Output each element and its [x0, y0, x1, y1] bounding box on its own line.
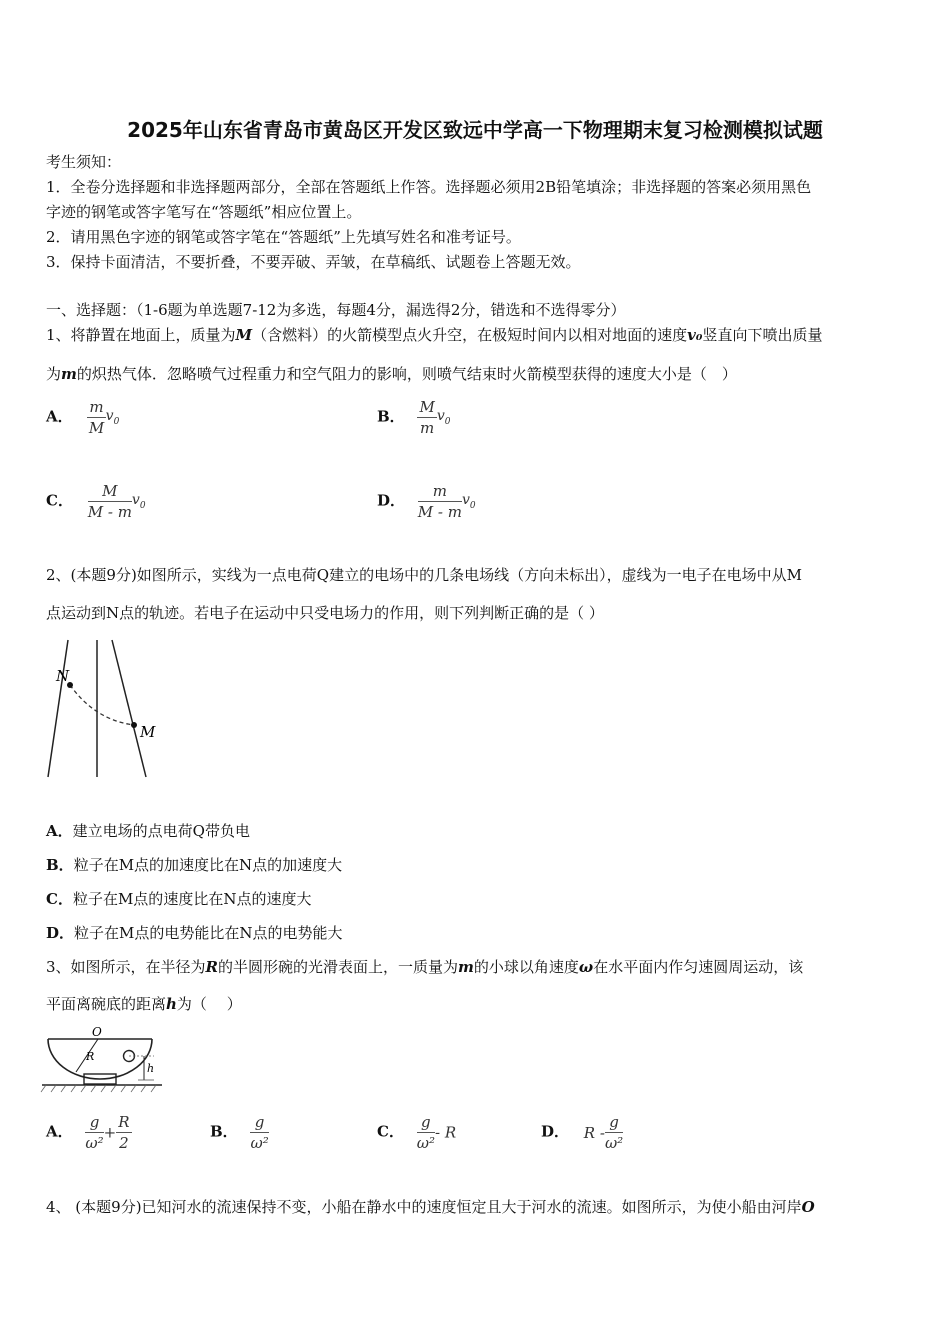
point-m — [131, 722, 137, 728]
q2-field-figure — [40, 635, 180, 785]
ground-hatch — [41, 1085, 156, 1092]
bowl-body — [48, 1039, 155, 1079]
field-line-right — [112, 640, 146, 777]
q3-option-c[interactable]: C． $\frac{g}{\text{ω²}}$ - R — [377, 1113, 457, 1152]
label-h: h — [147, 1062, 155, 1075]
label-n: N — [56, 667, 70, 685]
label-m: M — [140, 723, 156, 741]
q3-option-a[interactable]: A． $\frac{g}{\text{ω²}}$ + $\frac{R}{2}$ — [46, 1113, 130, 1152]
notice-heading: 考生须知： — [46, 153, 122, 171]
notice-item: 2．请用黑色字迹的钢笔或答字笔在“答题纸”上先填写姓名和准考证号。 — [46, 228, 521, 246]
q1-option-d[interactable]: D． $\frac{m}{M - m}$ $v_0$ — [377, 482, 476, 521]
page-title: 2025年山东省青岛市黄岛区开发区致远中学高一下物理期末复习检测模拟试题 — [127, 118, 823, 142]
q2-option-d[interactable]: D．粒子在M点的电势能比在N点的电势能大 — [46, 924, 343, 942]
q3-option-b[interactable]: B． $\frac{g}{\text{ω²}}$ — [210, 1113, 269, 1152]
section-heading: 一、选择题：（1-6题为单选题7-12为多选，每题4分，漏选得2分，错选和不选得零分） — [46, 301, 626, 319]
q3-option-d[interactable]: D． R - $\frac{g}{\text{ω²}}$ — [541, 1113, 624, 1152]
q2-option-b[interactable]: B．粒子在M点的加速度比在N点的加速度大 — [46, 856, 343, 874]
notice-item: 1．全卷分选择题和非选择题两部分，全部在答题纸上作答。选择题必须用2B铅笔填涂；非选择题的答案必须用黑色 — [46, 178, 812, 196]
field-line-left — [48, 640, 68, 777]
q2-option-a[interactable]: A．建立电场的点电荷Q带负电 — [46, 822, 250, 840]
q1-option-c[interactable]: C． $\frac{M}{M - m}$ $v_0$ — [46, 482, 146, 521]
q1-option-a[interactable]: A． $\frac{m}{M}$ $v_0$ — [46, 398, 120, 437]
label-r: R — [86, 1050, 95, 1063]
notice-item: 3．保持卡面清洁，不要折叠，不要弄破、弄皱，在草稿纸、试题卷上答题无效。 — [46, 253, 581, 271]
label-o: O — [92, 1025, 102, 1039]
q2-stem-line1: 2、(本题9分)如图所示，实线为一点电荷Q建立的电场中的几条电场线（方向未标出），虚线为一电子在电场中从M — [46, 566, 802, 584]
q1-option-b[interactable]: B． $\frac{M}{m}$ $v_0$ — [377, 398, 451, 437]
q2-stem-line2: 点运动到N点的轨迹。若电子在运动中只受电场力的作用，则下列判断正确的是（ ） — [46, 604, 604, 622]
q1-stem-line1: 1、将静置在地面上，质量为M（含燃料）的火箭模型点火升空，在极短时间内以相对地面的速度v₀竖直向下喷出质量 — [46, 326, 823, 344]
q3-stem-line2: 平面离碗底的距离h为（ ） — [46, 995, 242, 1013]
q4-stem-line1: 4、 (本题9分)已知河水的流速保持不变，小船在静水中的速度恒定且大于河水的流速。如图所示，为使小船由河岸O — [46, 1198, 815, 1216]
q1-stem-line2: 为m的炽热气体．忽略喷气过程重力和空气阻力的影响，则喷气结束时火箭模型获得的速度大小是（ ） — [46, 365, 737, 383]
notice-item: 字迹的钢笔或答字笔写在“答题纸”相应位置上。 — [46, 203, 362, 221]
q3-bowl-figure — [40, 1022, 170, 1094]
q3-stem-line1: 3、如图所示，在半径为R的半圆形碗的光滑表面上，一质量为m的小球以角速度ω在水平面内作匀速圆周运动，该 — [46, 958, 804, 976]
q2-option-c[interactable]: C．粒子在M点的速度比在N点的速度大 — [46, 890, 312, 908]
